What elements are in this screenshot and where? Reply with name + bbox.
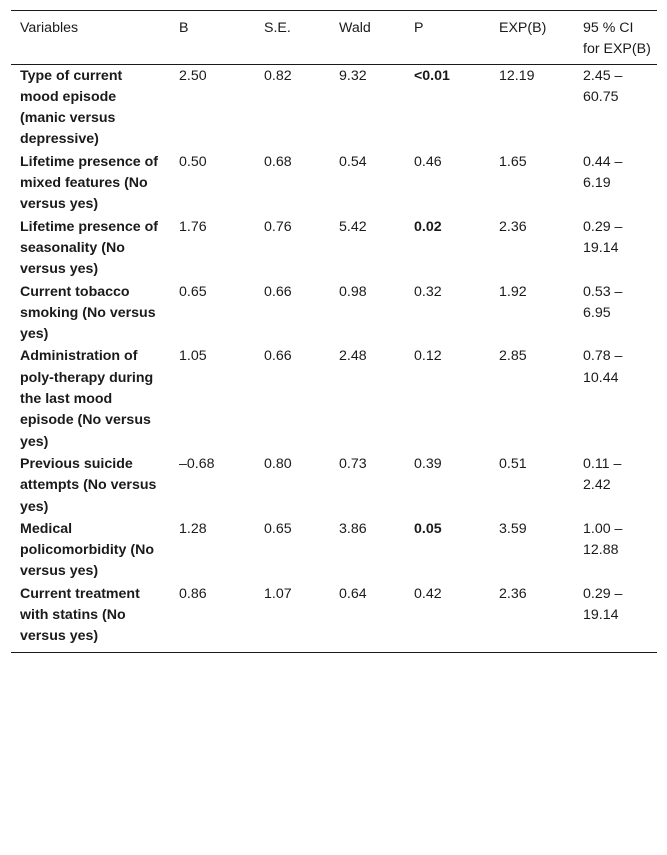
cell-wald: 5.42 (339, 218, 367, 235)
cell-p: 0.42 (405, 584, 490, 652)
cell-variable: Current tobacco smoking (No versus yes) (20, 283, 156, 343)
table-row (11, 346, 657, 453)
cell-ci: 0.53 – 6.95 (583, 283, 623, 321)
cell-se: 0.76 (264, 218, 292, 235)
cell-exp-b: 2.36 (499, 218, 527, 235)
cell-se: 0.65 (264, 520, 292, 537)
cell-wald: 3.86 (339, 520, 367, 537)
cell-variable: Lifetime presence of seasonality (No versus yes) (20, 218, 158, 278)
cell-ci: 0.29 – 19.14 (583, 218, 623, 256)
cell-b: 0.50 (179, 153, 207, 170)
cell-p: 0.39 (414, 455, 442, 472)
table-row (11, 217, 657, 282)
table-row (11, 519, 657, 584)
cell-wald: 2.48 (339, 348, 367, 365)
cell-wald: 0.64 (330, 584, 405, 652)
cell-wald: 0.98 (339, 283, 367, 300)
header-variables: Variables (11, 11, 170, 65)
table-row (11, 454, 657, 519)
cell-p: <0.01 (414, 67, 450, 84)
cell-wald: 9.32 (339, 67, 367, 84)
cell-b: 0.65 (179, 283, 207, 300)
header-ci: 95 % CI for EXP(B) (574, 11, 657, 65)
cell-se: 0.80 (264, 455, 292, 472)
cell-b: 1.28 (179, 520, 207, 537)
cell-ci: 2.45 – 60.75 (583, 67, 623, 105)
cell-ci: 0.11 – 2.42 (583, 455, 622, 494)
cell-se: 0.66 (264, 283, 292, 300)
cell-p: 0.02 (414, 218, 442, 235)
cell-se: 1.07 (255, 584, 330, 652)
table-row (11, 282, 657, 347)
cell-exp-b: 12.19 (499, 67, 535, 84)
cell-exp-b: 3.59 (499, 520, 527, 537)
cell-variable: Current treatment with statins (No versus yes) (11, 584, 170, 652)
cell-variable: Lifetime presence of mixed features (No versus yes) (20, 153, 158, 213)
cell-exp-b: 2.36 (490, 584, 574, 652)
table-row (11, 152, 657, 217)
header-p: P (405, 11, 490, 65)
cell-se: 0.82 (264, 67, 292, 84)
header-b: B (170, 11, 255, 65)
cell-p: 0.12 (414, 348, 442, 365)
header-exp-b: EXP(B) (490, 11, 574, 65)
cell-b: 1.05 (179, 348, 207, 365)
cell-p: 0.46 (414, 153, 442, 170)
cell-ci: 0.44 – 6.19 (583, 153, 623, 192)
cell-wald: 0.54 (339, 153, 367, 170)
cell-exp-b: 1.92 (499, 283, 527, 300)
table-header (11, 11, 657, 65)
cell-variable: Previous suicide attempts (No versus yes) (20, 455, 157, 515)
cell-ci: 1.00 – 12.88 (583, 520, 623, 559)
cell-variable: Medical policomorbidity (No versus yes) (20, 520, 154, 580)
cell-variable: Administration of poly-therapy during the last mood episode (No versus yes) (20, 348, 154, 450)
cell-ci: 0.78 – 10.44 (583, 348, 623, 386)
table-body (11, 64, 657, 652)
cell-b: 1.76 (179, 218, 207, 235)
header-se: S.E. (255, 11, 330, 65)
cell-p: 0.32 (414, 283, 442, 300)
header-wald: Wald (330, 11, 405, 65)
cell-b: –0.68 (179, 455, 215, 472)
cell-exp-b: 0.51 (499, 455, 527, 472)
cell-b: 0.86 (170, 584, 255, 652)
header-row (11, 11, 657, 65)
cell-ci: 0.29 – 19.14 (574, 584, 657, 652)
cell-exp-b: 2.85 (499, 348, 527, 365)
cell-p: 0.05 (414, 520, 442, 537)
cell-se: 0.68 (264, 153, 292, 170)
cell-exp-b: 1.65 (499, 153, 527, 170)
table-row (11, 64, 657, 152)
cell-wald: 0.73 (339, 455, 367, 472)
table-row (11, 584, 657, 652)
cell-b: 2.50 (179, 67, 207, 84)
regression-results-table (11, 10, 657, 653)
cell-se: 0.66 (264, 348, 292, 365)
cell-variable: Type of current mood episode (manic versus depressive) (20, 67, 123, 148)
